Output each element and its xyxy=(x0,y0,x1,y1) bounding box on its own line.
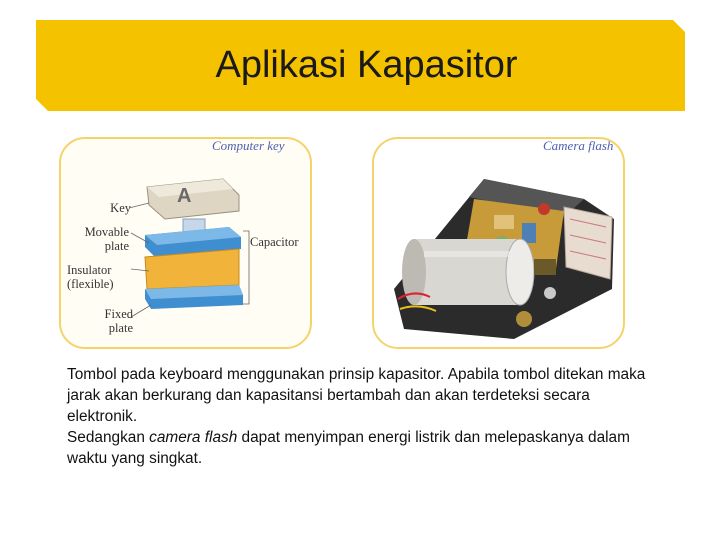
label-capacitor: Capacitor xyxy=(250,235,299,249)
paragraph-camera-flash xyxy=(67,427,647,469)
label-insulator: Insulator (flexible) xyxy=(67,263,114,291)
camera-flash-illustration xyxy=(374,139,625,349)
key-letter: A xyxy=(177,185,192,207)
title-banner xyxy=(36,20,685,111)
camera-flash-figure xyxy=(372,137,625,349)
paragraph-suffix: dapat menyimpan energi listrik dan melepaskanya dalam waktu yang singkat. xyxy=(67,429,630,467)
computer-key-caption: Computer key xyxy=(212,138,285,153)
slide-title: Aplikasi Kapasitor xyxy=(215,44,518,86)
camera-flash-caption: Camera flash xyxy=(543,138,614,153)
paragraph-prefix: Sedangkan xyxy=(67,429,150,446)
computer-key-figure xyxy=(59,137,312,349)
label-fixed-plate: Fixed plate xyxy=(104,307,133,335)
description-text xyxy=(67,364,647,469)
camera-flash-term: camera flash xyxy=(149,429,238,446)
label-movable-plate: Movable plate xyxy=(84,225,129,253)
paragraph-keyboard: Tombol pada keyboard menggunakan prinsip kapasitor. Apabila tombol ditekan maka jarak akan berkurang dan kapasitansi bertambah dan akan terdeteksi secara elektronik. xyxy=(67,366,646,425)
label-key: Key xyxy=(110,201,131,215)
